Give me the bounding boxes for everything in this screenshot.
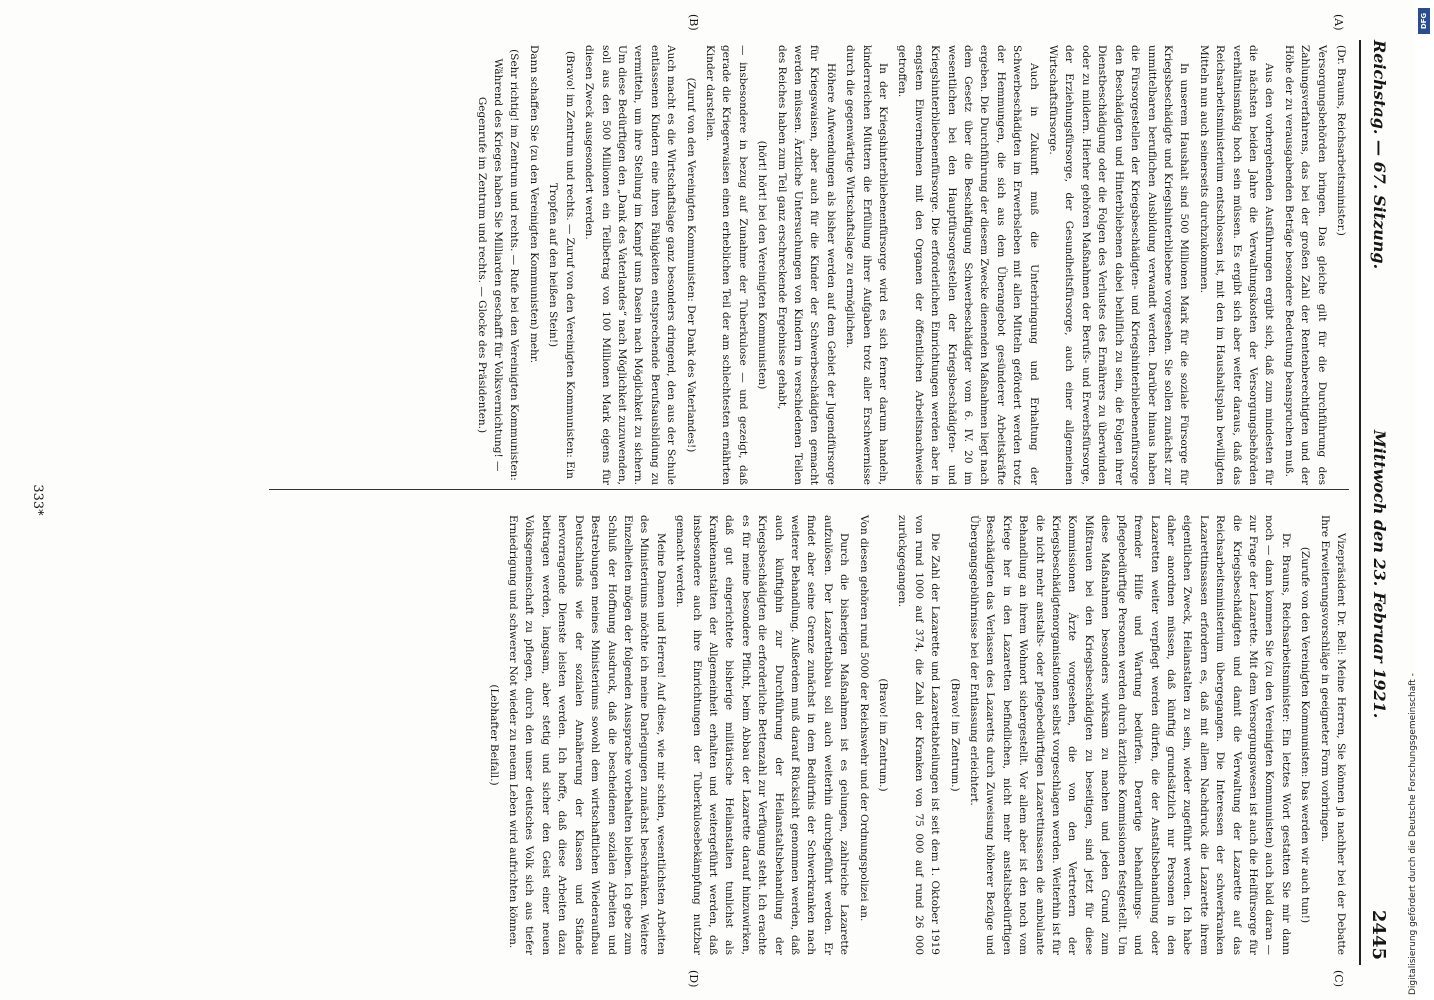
margin-mark-a: (A) — [1332, 14, 1345, 31]
speaker-line: (Dr. Brauns, Reichsarbeitsminister.) — [1335, 45, 1347, 236]
paragraph: Durch die bisherigen Maßnahmen ist es gelungen, zahlreiche Lazarette aufzulösen. Der Lazarettabbau soll auch weiterhin durchgeführt werden. Er findet aber seine Grenze zunächst in dem Bedürfnis der Schwerkranken nach weiterer Behandlung. Außerdem muß darauf Rücksicht genommen werden, daß auch künftighin zur Durchführung der Heilanstaltsbehandlung der Kriegsbeschädigten die erforderliche Bettenzahl zur Verfügung steht. Ich erachte es für meine besondere Pflicht, beim Abbau der Lazarette darauf hinzuwirken, daß gut eingerichtete bisherige militärische Heilanstalten tunlichst als Krankenanstalten der Allgemeinheit erhalten und weitergeführt werden, daß insbesondere auch ihre Einrichtungen der Tuberkulosebekämpfung nutzbar gemacht werden. — [674, 515, 851, 955]
margin-mark-d: (D) — [687, 970, 700, 988]
paragraph: Aus den vorhergehenden Ausführungen ergibt sich, daß zum mindesten für die nächsten beiden Jahre die Verwaltungskosten der Versorgungsbehörden verhältnismäßig hoch sein müssen. Es ergibt sich aber weiter daraus, daß das Reichsarbeitsministerium entschlossen ist, mit den im Haushaltsplan bewilligten Mitteln nun auch seinerseits durchzukommen. — [1197, 45, 1276, 485]
paragraph: Die Zahl der Lazarette und Lazarettabteilungen ist seit dem 1. Oktober 1919 von rund 1000 auf 374, die Zahl der Kranken von 75 000 auf rund 26 000 zurückgegangen. — [896, 515, 942, 955]
dfg-logo-text: DFG — [1420, 12, 1428, 30]
paragraph: Dann schaffen Sie (zu den Vereinigten Kommunisten) mehr. — [527, 45, 540, 364]
digitization-note: Digitalisierung gefördert durch die Deutsche Forschungsgemeinschaft - — [1408, 673, 1418, 995]
margin-mark-c: (C) — [1332, 970, 1345, 987]
right-column — [482, 515, 1349, 955]
interjection: (Bravo! im Zentrum.) — [948, 678, 961, 792]
column-divider — [269, 489, 1349, 490]
interjection: (Lebhafter Beifall.) — [487, 684, 500, 786]
interjection: (Zurufe von den Vereinigten Kommunisten: Das werden wir auch tun!) — [1299, 546, 1312, 924]
interjection: (Zuruf von den Vereinigten Kommunisten: Der Dank des Vaterlandes!) — [684, 77, 697, 453]
page-header — [1345, 0, 1407, 1000]
paragraph: Vizepräsident Dr. Bell: Meine Herren, Sie können ja nachher bei der Debatte Ihre Erweiterungsvorschläge in geeigneter Form vorbringen. — [1318, 515, 1347, 955]
paragraph: — insbesondere in bezug auf Zunahme der Tuberkulose — und gezeigt, daß gerade die Kriegerwaisen einen erheblichen Teil der am schlechtesten ernährten Kinder darstellen. — [703, 45, 749, 485]
paragraph: Dr. Brauns, Reichsarbeitsminister: Ein letztes Wort gestatten Sie mir dann noch — dann kommen Sie (zu den Vereinigten Kommunisten) auch bald daran — zur Frage der Lazarette. Mit dem Versorgungswesen ist auch die Heilfürsorge für die Kriegsbeschädigten und damit die Verwaltung der Lazarette auf das Reichsarbeitsministerium übergegangen. Die Interessen der schwerkranken Lazarettinsassen erfordern es, daß mit allem Nachdruck die Lazarette ihrem eigentlichen Zweck, Heilanstalten zu sein, wieder zugeführt werden. Ich habe daher anordnen müssen, daß künftig grundsätzlich nur Personen in den Lazaretten weiter verpflegt werden dürfen, die der Anstaltsbehandlung oder fremder Hilfe und Wartung bedürfen. Derartige behandlungs- und pflegebedürftige Personen werden durch ärztliche Kommissionen festgestellt. Um diese Maßnahmen besonders wirksam zu machen und jeden Grund zum Mißtrauen bei den Kriegsbeschädigten zu beseitigen, sind jetzt für diese Kommissionen Ärzte vorgesehen, die von den Vertretern der Kriegsbeschädigtenorganisationen selbst vorgeschlagen werden. Weiterhin ist für die nicht mehr anstalts- oder pflegebedürftigen Lazarettinsassen die ambulante Behandlung an ihrem Wohnort sichergestellt. Vor allem aber ist den noch vom Kriege her in den Lazaretten befindlichen, nicht mehr anstaltsbedürftigen Beschädigten das Verlassen des Lazaretts durch Zuweisung höherer Bezüge und Übergangsgebührnisse bei der Entlassung erleichtert. — [968, 515, 1292, 955]
paragraph: Meine Damen und Herren! Auf diese, wie mir schien, wesentlichsten Arbeiten des Ministeriums möchte ich meine Darlegungen zunächst beschränken. Weitere Einzelheiten mögen der folgenden Aussprache vorbehalten bleiben. Ich gebe zum Schluß der Hoffnung Ausdruck, daß die bescheidenen sozialen Arbeiten und Bestrebungen meines Ministeriums sowohl dem wirtschaftlichen Wiederaufbau Deutschlands wie der sozialen Annäherung der Klassen und Stände hervorragende Dienste leisten werden. Ich hoffe, daß diese Arbeiten dazu beitragen werden, langsam, aber stetig und sicher den Geist einer neuen Volksgemeinschaft zu pflegen, durch den unser deutsches Volk sich aus tiefer Erniedrigung und schwerer Not wieder zu neuem Leben wird aufrichten können. — [507, 515, 667, 955]
interjection: (Bravo! im Zentrum.) — [877, 678, 890, 792]
page-number: 2445 — [1368, 909, 1389, 960]
header-session: Reichstag. — 67. Sitzung. — [1370, 40, 1389, 270]
interjection: (Bravo! im Zentrum und rechts. — Zuruf von den Vereinigten Kommunisten: Ein Tropfen auf den heißen Stein!) — [547, 51, 576, 479]
margin-mark-b: (B) — [687, 14, 700, 31]
paragraph: Auch in Zukunft muß die Unterbringung und Erhaltung der Schwerbeschädigten im Erwerbsleben mit allen Mitteln gefördert werden trotz der Hemmungen, die sich aus dem Überangebot gesünderer Arbeitskräfte ergeben. Die Durchführung der diesem Zwecke dienenden Maßnahmen liegt nach dem Gesetz über die Beschäftigung Schwerbeschädigter vom 6. IV. 20 im wesentlichen bei den Hauptfürsorgestellen der Kriegsbeschädigten- und Kriegshinterbliebenenfürsorge. Die erforderlichen Einrichtungen werden aber in engstem Einvernehmen mit den Organen der öffentlichen Arbeitsnachweise getroffen. — [896, 45, 1040, 485]
paragraph: In unserem Haushalt sind 500 Millionen Mark für die soziale Fürsorge für Kriegsbeschädigte und Kriegshinterbliebene vorgesehen. Sie sollen zunächst zur unmittelbaren beruflichen Ausbildung verwandt werden. Darüber hinaus haben die Fürsorgestellen der Kriegsbeschädigten- und Kriegshinterbliebenenfürsorge den Beschädigten und Hinterbliebenen dabei behilflich zu sein, die Folgen ihrer Dienstbeschädigung oder die Folgen des Verlustes des Ernährers zu überwinden oder zu mildern. Hierher gehören Maßnahmen der Berufs- und Erwerbsfürsorge, der Erziehungsfürsorge, der Gesundheitsfürsorge, auch einer allgemeinen Wirtschaftsfürsorge. — [1047, 45, 1191, 485]
header-rule — [1359, 40, 1361, 965]
interjection: (hört! hört! bei den Vereinigten Kommunisten) — [756, 140, 769, 390]
signature-mark: 333* — [30, 484, 45, 516]
interjection: (Sehr richtig! im Zentrum und rechts. — Rufe bei den Vereinigten Kommunisten: Während des Krieges haben Sie Milliarden geschafft für Volksvernichtung! — Gegenrufe im Zentrum und rechts. — Glocke des Präsidenten.) — [475, 49, 521, 481]
paragraph: Versorgungsbehörden bringen. Das gleiche gilt für die Durchführung des Zahlungsverfahrens, das bei der großen Zahl der Rentenberechtigten und der Höhe der zu verausgabenden Beträge besondere Bedeutung beanspruchen muß. — [1282, 45, 1328, 485]
paragraph: Höhere Aufwendungen als bisher werden auf dem Gebiet der Jugendfürsorge für Kriegswaisen, aber auch für die Kinder der Schwerbeschädigten gemacht werden müssen. Ärztliche Untersuchungen von Kindern in verschiedenen Teilen des Reiches haben zum Teil ganz erschreckende Ergebnisse gehabt, — [775, 45, 837, 485]
dfg-logo[interactable] — [1418, 8, 1430, 34]
paragraph: In der Kriegshinterbliebenenfürsorge wird es sich ferner darum handeln, kinderreichen Müttern die Erfüllung ihrer Aufgaben trotz aller Erschwernisse durch die gegenwärtige Wirtschaftslage zu ermöglichen. — [844, 45, 890, 485]
header-date: Mittwoch den 23. Februar 1921. — [1370, 430, 1389, 719]
paragraph: Auch macht es die Wirtschaftslage ganz besonders dringend, den aus der Schule entlassenen Kindern eine ihren Fähigkeiten entsprechende Berufsausbildung zu vermitteln, um ihre Stellung im Kampf ums Dasein nach Möglichkeit zu sichern. Um diese Bedürftigen den „Dank des Vaterlandes“ nach Möglichkeit zuzuwenden, soll aus den 500 Millionen ein Teilbetrag von 100 Millionen Mark eigens für diesen Zweck ausgesondert werden. — [583, 45, 678, 485]
paragraph: Von diesen gehören rund 5000 der Reichswehr und der Ordnungspolizei an. — [857, 515, 870, 922]
left-column — [470, 45, 1349, 485]
